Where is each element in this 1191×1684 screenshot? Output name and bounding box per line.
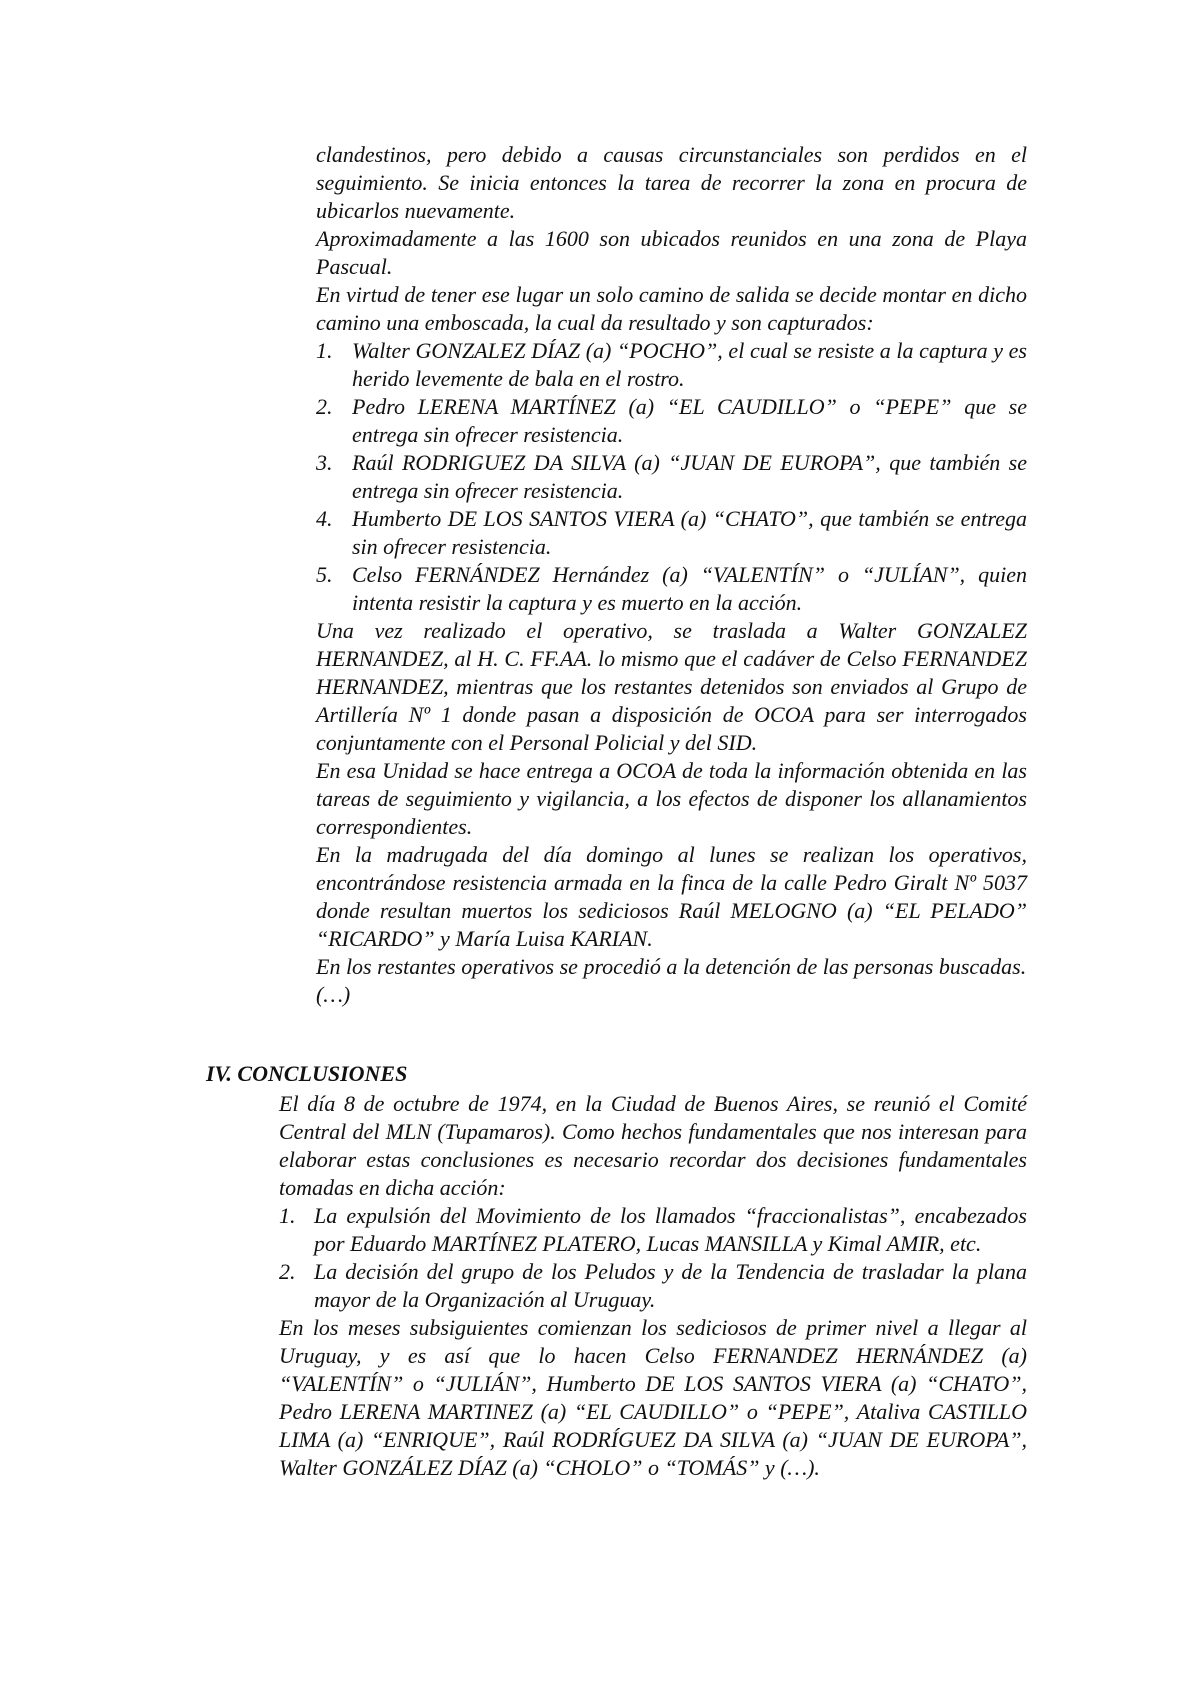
list-text: La expulsión del Movimiento de los llamados “fraccionalistas”, encabezados por Eduardo MARTÍNEZ PLATERO, Lucas MANSILLA y Kimal AMIR, etc. [314,1203,1027,1256]
paragraph: clandestinos, pero debido a causas circunstanciales son perdidos en el seguimiento. Se inicia entonces la tarea de recorrer la zona en procura de ubicarlos nuevamente. [316,142,1027,223]
conclusions-block [279,1090,1027,1482]
list-number: 3. [316,450,333,475]
list-number: 1. [279,1203,296,1228]
paragraph: El día 8 de octubre de 1974, en la Ciudad de Buenos Aires, se reunió el Comité Central del MLN (Tupamaros). Como hechos fundamentales que nos interesan para elaborar estas conclusiones es necesario recordar dos decisiones fundamentales tomadas en dicha acción: [279,1091,1027,1200]
section-heading: IV. CONCLUSIONES [206,1061,408,1086]
paragraph: En esa Unidad se hace entrega a OCOA de toda la información obtenida en las tareas de seguimiento y vigilancia, a los efectos de disponer los allanamientos correspondientes. [316,758,1027,839]
list-text: Humberto DE LOS SANTOS VIERA (a) “CHATO”, que también se entrega sin ofrecer resistencia. [352,506,1027,559]
paragraph: En virtud de tener ese lugar un solo camino de salida se decide montar en dicho camino una emboscada, la cual da resultado y son capturados: [316,282,1027,335]
captured-list [316,337,1027,617]
paragraph: Aproximadamente a las 1600 son ubicados reunidos en una zona de Playa Pascual. [316,226,1027,279]
paragraph: En la madrugada del día domingo al lunes se realizan los operativos, encontrándose resistencia armada en la finca de la calle Pedro Giralt Nº 5037 donde resultan muertos los sediciosos Raúl MELOGNO (a) “EL PELADO” “RICARDO” y María Luisa KARIAN. [316,842,1027,951]
list-number: 1. [316,338,333,363]
list-number: 2. [279,1259,296,1284]
decisions-list [279,1202,1027,1314]
paragraph: En los meses subsiguientes comienzan los sediciosos de primer nivel a llegar al Uruguay, y es así que lo hacen Celso FERNANDEZ HERNÁNDEZ (a) “VALENTÍN” o “JULIÁN”, Humberto DE LOS SANTOS VIERA (a) “CHATO”, Pedro LERENA MARTINEZ (a) “EL CAUDILLO” o “PEPE”, Ataliva CASTILLO LIMA (a) “ENRIQUE”, Raúl RODRÍGUEZ DA SILVA (a) “JUAN DE EUROPA”, Walter GONZÁLEZ DÍAZ (a) “CHOLO” o “TOMÁS” y (…). [279,1315,1027,1480]
list-number: 4. [316,506,333,531]
list-item [316,337,1027,393]
list-item [279,1202,1027,1258]
list-item [316,449,1027,505]
list-text: Celso FERNÁNDEZ Hernández (a) “VALENTÍN” o “JULÍAN”, quien intenta resistir la captura y es muerto en la acción. [352,562,1027,615]
paragraph: En los restantes operativos se procedió a la detención de las personas buscadas. [316,954,1027,979]
list-number: 5. [316,562,333,587]
ellipsis-paragraph: (…) [316,982,351,1007]
list-text: La decisión del grupo de los Peludos y de la Tendencia de trasladar la plana mayor de la Organización al Uruguay. [314,1259,1027,1312]
continuation-block [316,141,1027,1009]
list-number: 2. [316,394,333,419]
list-item [279,1258,1027,1314]
list-item [316,393,1027,449]
list-item [316,561,1027,617]
list-text: Raúl RODRIGUEZ DA SILVA (a) “JUAN DE EUROPA”, que también se entrega sin ofrecer resistencia. [352,450,1027,503]
list-text: Pedro LERENA MARTÍNEZ (a) “EL CAUDILLO” o “PEPE” que se entrega sin ofrecer resistencia. [352,394,1027,447]
list-item [316,505,1027,561]
paragraph: Una vez realizado el operativo, se traslada a Walter GONZALEZ HERNANDEZ, al H. C. FF.AA. lo mismo que el cadáver de Celso FERNANDEZ HERNANDEZ, mientras que los restantes detenidos son enviados al Grupo de Artillería Nº 1 donde pasan a disposición de OCOA para ser interrogados conjuntamente con el Personal Policial y del SID. [316,618,1027,755]
list-text: Walter GONZALEZ DÍAZ (a) “POCHO”, el cual se resiste a la captura y es herido levemente de bala en el rostro. [352,338,1027,391]
